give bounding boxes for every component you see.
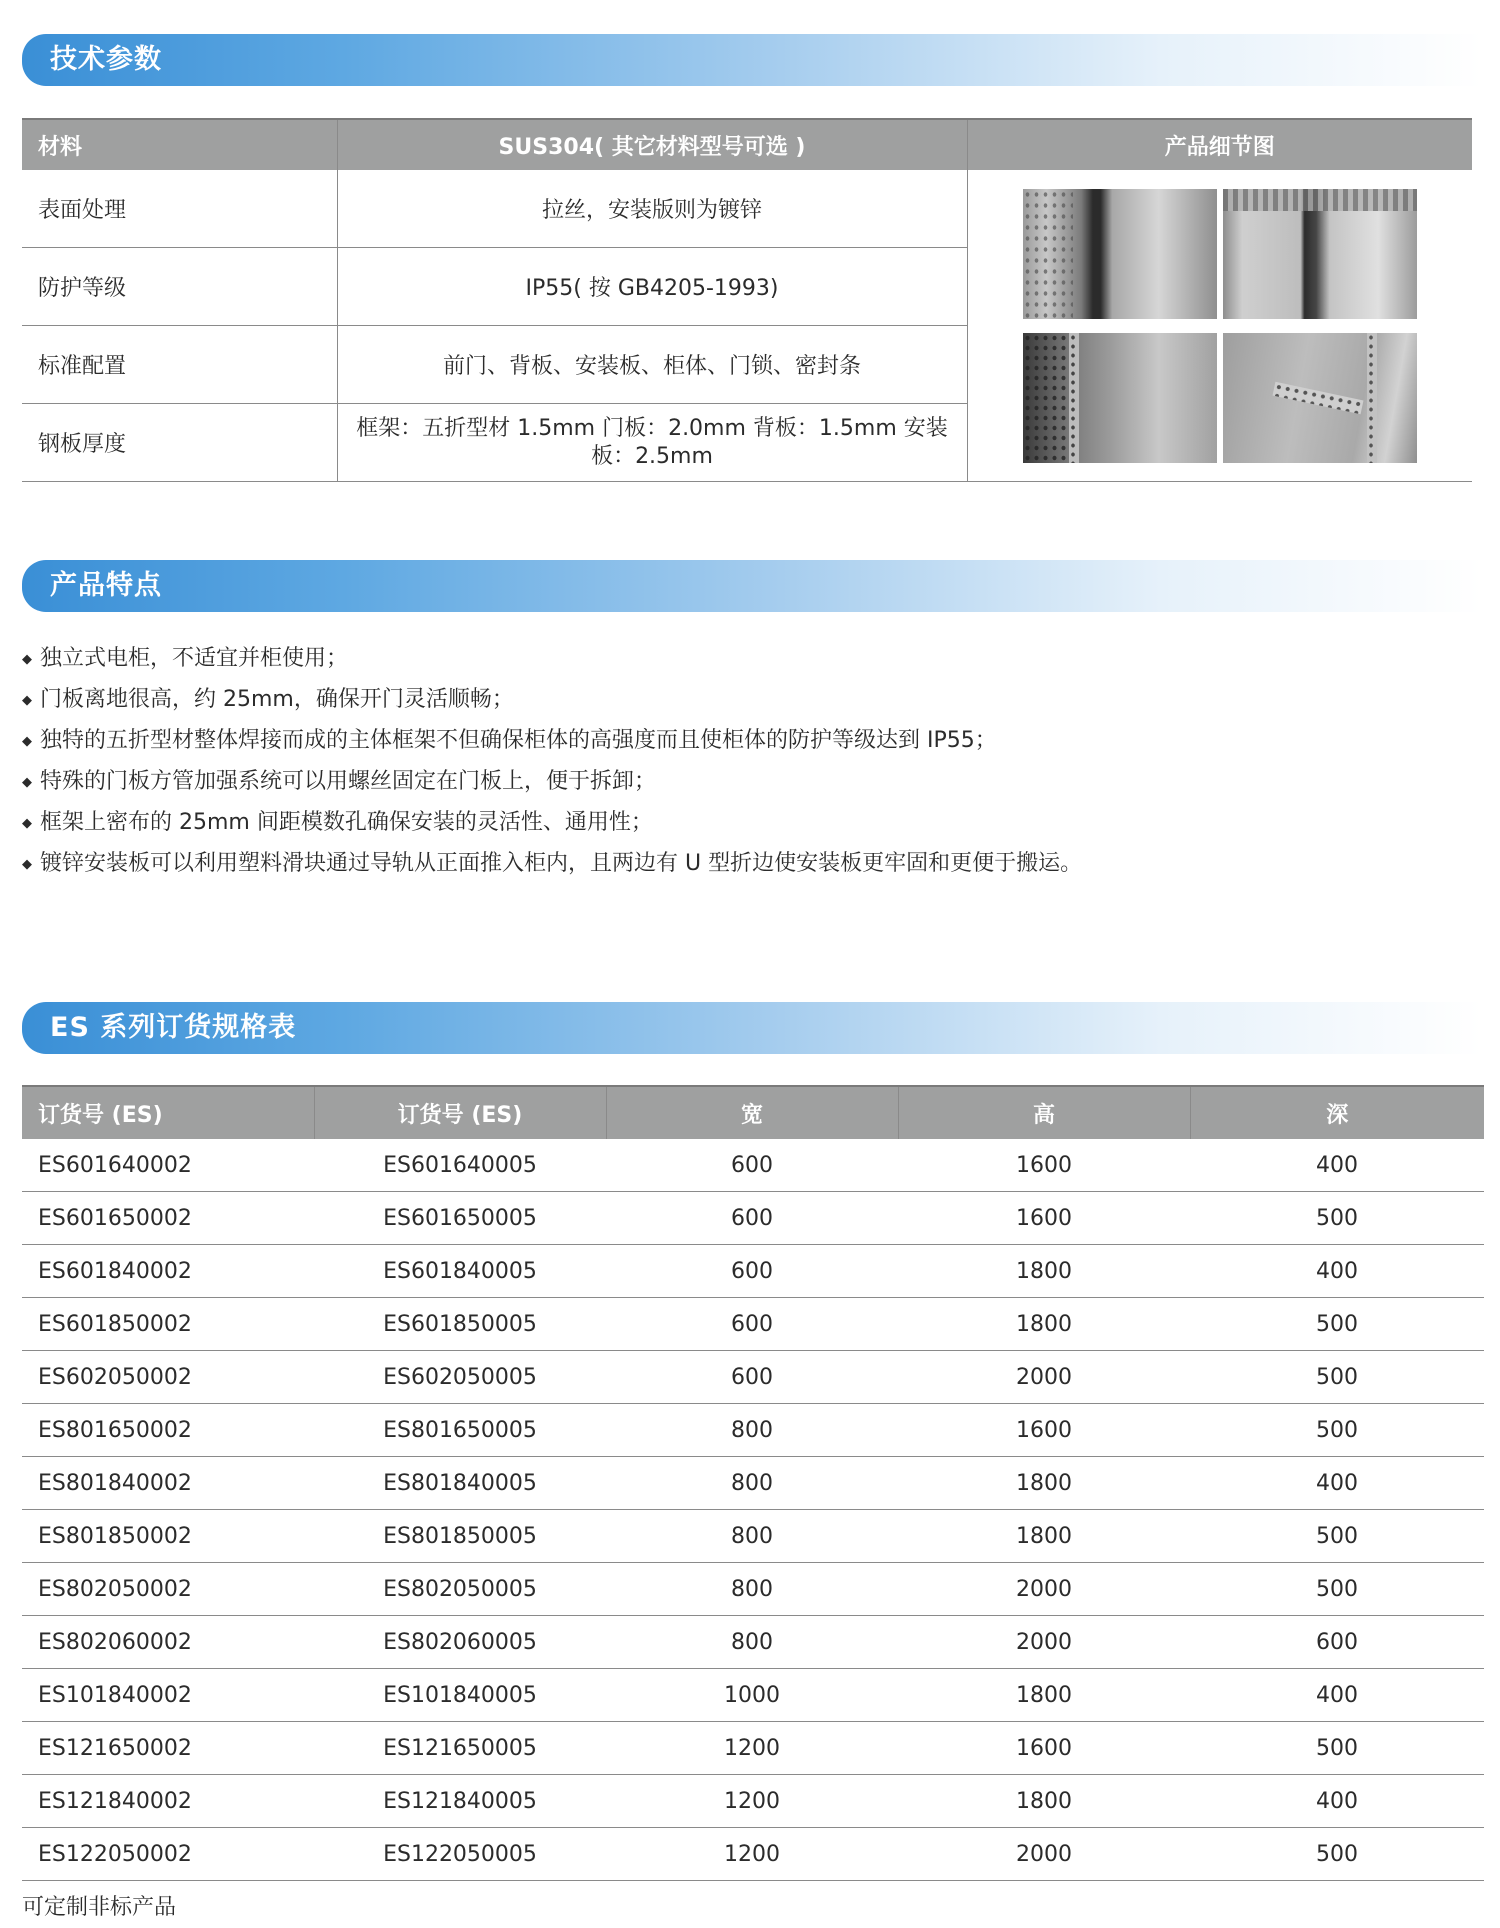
- order-no-b-cell: ES601850005: [314, 1298, 606, 1351]
- order-no-b-cell: ES601840005: [314, 1245, 606, 1298]
- row-label: 防护等级: [22, 248, 337, 326]
- order-no-a-cell: ES122050002: [22, 1828, 314, 1881]
- depth-cell: 500: [1190, 1298, 1484, 1351]
- depth-cell: 400: [1190, 1139, 1484, 1192]
- width-cell: 1000: [606, 1669, 898, 1722]
- order-no-a-cell: ES801650002: [22, 1404, 314, 1457]
- depth-cell: 500: [1190, 1563, 1484, 1616]
- depth-cell: 400: [1190, 1775, 1484, 1828]
- table-row: [22, 1192, 1484, 1245]
- width-cell: 600: [606, 1245, 898, 1298]
- height-cell: 1800: [898, 1245, 1190, 1298]
- table-row: [22, 1351, 1484, 1404]
- width-cell: 600: [606, 1192, 898, 1245]
- order-no-a-cell: ES121650002: [22, 1722, 314, 1775]
- row-value: IP55( 按 GB4205-1993): [337, 248, 967, 326]
- width-cell: 800: [606, 1457, 898, 1510]
- section-header-order: [22, 1002, 1482, 1054]
- order-no-a-cell: ES601650002: [22, 1192, 314, 1245]
- section-header-tech: [22, 34, 1482, 86]
- width-cell: 600: [606, 1139, 898, 1192]
- diamond-bullet-icon: ◆: [22, 733, 32, 749]
- height-cell: 2000: [898, 1351, 1190, 1404]
- table-row: [22, 1828, 1484, 1881]
- table-header-row: [22, 119, 1472, 170]
- footnote: 可定制非标产品: [22, 1895, 177, 1920]
- feature-text: 框架上密布的 25mm 间距模数孔确保安装的灵活性、通用性；: [40, 810, 653, 835]
- list-item: [22, 843, 1082, 884]
- order-no-a-cell: ES101840002: [22, 1669, 314, 1722]
- table-row: [22, 1669, 1484, 1722]
- table-row: [22, 1457, 1484, 1510]
- depth-cell: 500: [1190, 1828, 1484, 1881]
- product-detail-photo: [1223, 189, 1417, 319]
- row-label: 钢板厚度: [22, 404, 337, 482]
- order-no-b-cell: ES802060005: [314, 1616, 606, 1669]
- order-no-b-cell: ES121650005: [314, 1722, 606, 1775]
- order-no-b-cell: ES101840005: [314, 1669, 606, 1722]
- height-cell: 1800: [898, 1510, 1190, 1563]
- depth-cell: 400: [1190, 1245, 1484, 1298]
- order-no-b-cell: ES122050005: [314, 1828, 606, 1881]
- row-label: 表面处理: [22, 170, 337, 248]
- list-item: [22, 720, 1082, 761]
- height-cell: 1600: [898, 1404, 1190, 1457]
- height-cell: 2000: [898, 1563, 1190, 1616]
- order-no-a-cell: ES801850002: [22, 1510, 314, 1563]
- header-material-label: 材料: [22, 119, 337, 170]
- table-row: [22, 1298, 1484, 1351]
- diamond-bullet-icon: ◆: [22, 651, 32, 667]
- depth-cell: 500: [1190, 1404, 1484, 1457]
- table-header-row: [22, 1086, 1484, 1139]
- list-item: [22, 802, 1082, 843]
- height-cell: 1800: [898, 1775, 1190, 1828]
- column-header: 订货号 (ES): [22, 1086, 314, 1139]
- column-header: 宽: [606, 1086, 898, 1139]
- diamond-bullet-icon: ◆: [22, 692, 32, 708]
- row-value: 框架：五折型材 1.5mm 门板：2.0mm 背板：1.5mm 安装板：2.5mm: [337, 404, 967, 482]
- order-no-b-cell: ES801840005: [314, 1457, 606, 1510]
- column-header: 高: [898, 1086, 1190, 1139]
- order-no-b-cell: ES121840005: [314, 1775, 606, 1828]
- width-cell: 800: [606, 1616, 898, 1669]
- depth-cell: 500: [1190, 1510, 1484, 1563]
- order-spec-table: [22, 1085, 1484, 1881]
- section-title: 产品特点: [50, 570, 162, 601]
- column-header: 深: [1190, 1086, 1484, 1139]
- height-cell: 1600: [898, 1192, 1190, 1245]
- order-no-a-cell: ES601850002: [22, 1298, 314, 1351]
- feature-text: 特殊的门板方管加强系统可以用螺丝固定在门板上，便于拆卸；: [40, 769, 657, 794]
- feature-text: 镀锌安装板可以利用塑料滑块通过导轨从正面推入柜内，且两边有 U 型折边使安装板更牢固和更便于搬运。: [40, 851, 1083, 876]
- order-table-body: [22, 1139, 1484, 1881]
- depth-cell: 400: [1190, 1457, 1484, 1510]
- depth-cell: 500: [1190, 1722, 1484, 1775]
- table-row: [22, 170, 1472, 248]
- order-no-b-cell: ES801650005: [314, 1404, 606, 1457]
- height-cell: 1600: [898, 1722, 1190, 1775]
- order-no-a-cell: ES602050002: [22, 1351, 314, 1404]
- table-row: [22, 1245, 1484, 1298]
- order-no-b-cell: ES602050005: [314, 1351, 606, 1404]
- product-detail-gallery: [1023, 189, 1417, 463]
- header-detail-label: 产品细节图: [967, 119, 1472, 170]
- list-item: [22, 638, 1082, 679]
- width-cell: 600: [606, 1351, 898, 1404]
- depth-cell: 600: [1190, 1616, 1484, 1669]
- list-item: [22, 679, 1082, 720]
- order-no-b-cell: ES601640005: [314, 1139, 606, 1192]
- order-no-a-cell: ES801840002: [22, 1457, 314, 1510]
- diamond-bullet-icon: ◆: [22, 774, 32, 790]
- width-cell: 1200: [606, 1775, 898, 1828]
- product-detail-photo: [1023, 189, 1217, 319]
- width-cell: 600: [606, 1298, 898, 1351]
- table-row: [22, 1563, 1484, 1616]
- row-label: 标准配置: [22, 326, 337, 404]
- row-value: 前门、背板、安装板、柜体、门锁、密封条: [337, 326, 967, 404]
- column-header: 订货号 (ES): [314, 1086, 606, 1139]
- height-cell: 2000: [898, 1828, 1190, 1881]
- width-cell: 800: [606, 1563, 898, 1616]
- depth-cell: 500: [1190, 1192, 1484, 1245]
- diamond-bullet-icon: ◆: [22, 815, 32, 831]
- row-value: 拉丝，安装版则为镀锌: [337, 170, 967, 248]
- section-header-features: [22, 560, 1482, 612]
- feature-text: 门板离地很高，约 25mm，确保开门灵活顺畅；: [40, 687, 514, 712]
- product-detail-photo: [1023, 333, 1217, 463]
- section-title: 技术参数: [50, 44, 162, 75]
- order-no-a-cell: ES601640002: [22, 1139, 314, 1192]
- order-no-a-cell: ES802050002: [22, 1563, 314, 1616]
- height-cell: 1800: [898, 1298, 1190, 1351]
- table-row: [22, 1775, 1484, 1828]
- order-no-a-cell: ES121840002: [22, 1775, 314, 1828]
- order-no-b-cell: ES802050005: [314, 1563, 606, 1616]
- width-cell: 800: [606, 1510, 898, 1563]
- order-no-a-cell: ES802060002: [22, 1616, 314, 1669]
- height-cell: 1800: [898, 1669, 1190, 1722]
- table-row: [22, 1616, 1484, 1669]
- width-cell: 800: [606, 1404, 898, 1457]
- order-no-b-cell: ES801850005: [314, 1510, 606, 1563]
- order-no-b-cell: ES601650005: [314, 1192, 606, 1245]
- list-item: [22, 761, 1082, 802]
- table-row: [22, 1510, 1484, 1563]
- table-row: [22, 1404, 1484, 1457]
- product-detail-cell: [967, 170, 1472, 482]
- height-cell: 2000: [898, 1616, 1190, 1669]
- height-cell: 1600: [898, 1139, 1190, 1192]
- feature-text: 独特的五折型材整体焊接而成的主体框架不但确保柜体的高强度而且使柜体的防护等级达到 IP55；: [40, 728, 997, 753]
- width-cell: 1200: [606, 1828, 898, 1881]
- height-cell: 1800: [898, 1457, 1190, 1510]
- section-title: ES 系列订货规格表: [50, 1012, 297, 1043]
- table-row: [22, 1722, 1484, 1775]
- width-cell: 1200: [606, 1722, 898, 1775]
- feature-list: [22, 638, 1082, 884]
- diamond-bullet-icon: ◆: [22, 856, 32, 872]
- product-detail-photo: [1223, 333, 1417, 463]
- feature-text: 独立式电柜，不适宜并柜使用；: [40, 646, 349, 671]
- header-material-value: SUS304( 其它材料型号可选 ): [337, 119, 967, 170]
- depth-cell: 500: [1190, 1351, 1484, 1404]
- depth-cell: 400: [1190, 1669, 1484, 1722]
- order-no-a-cell: ES601840002: [22, 1245, 314, 1298]
- tech-params-table: [22, 118, 1472, 482]
- table-row: [22, 1139, 1484, 1192]
